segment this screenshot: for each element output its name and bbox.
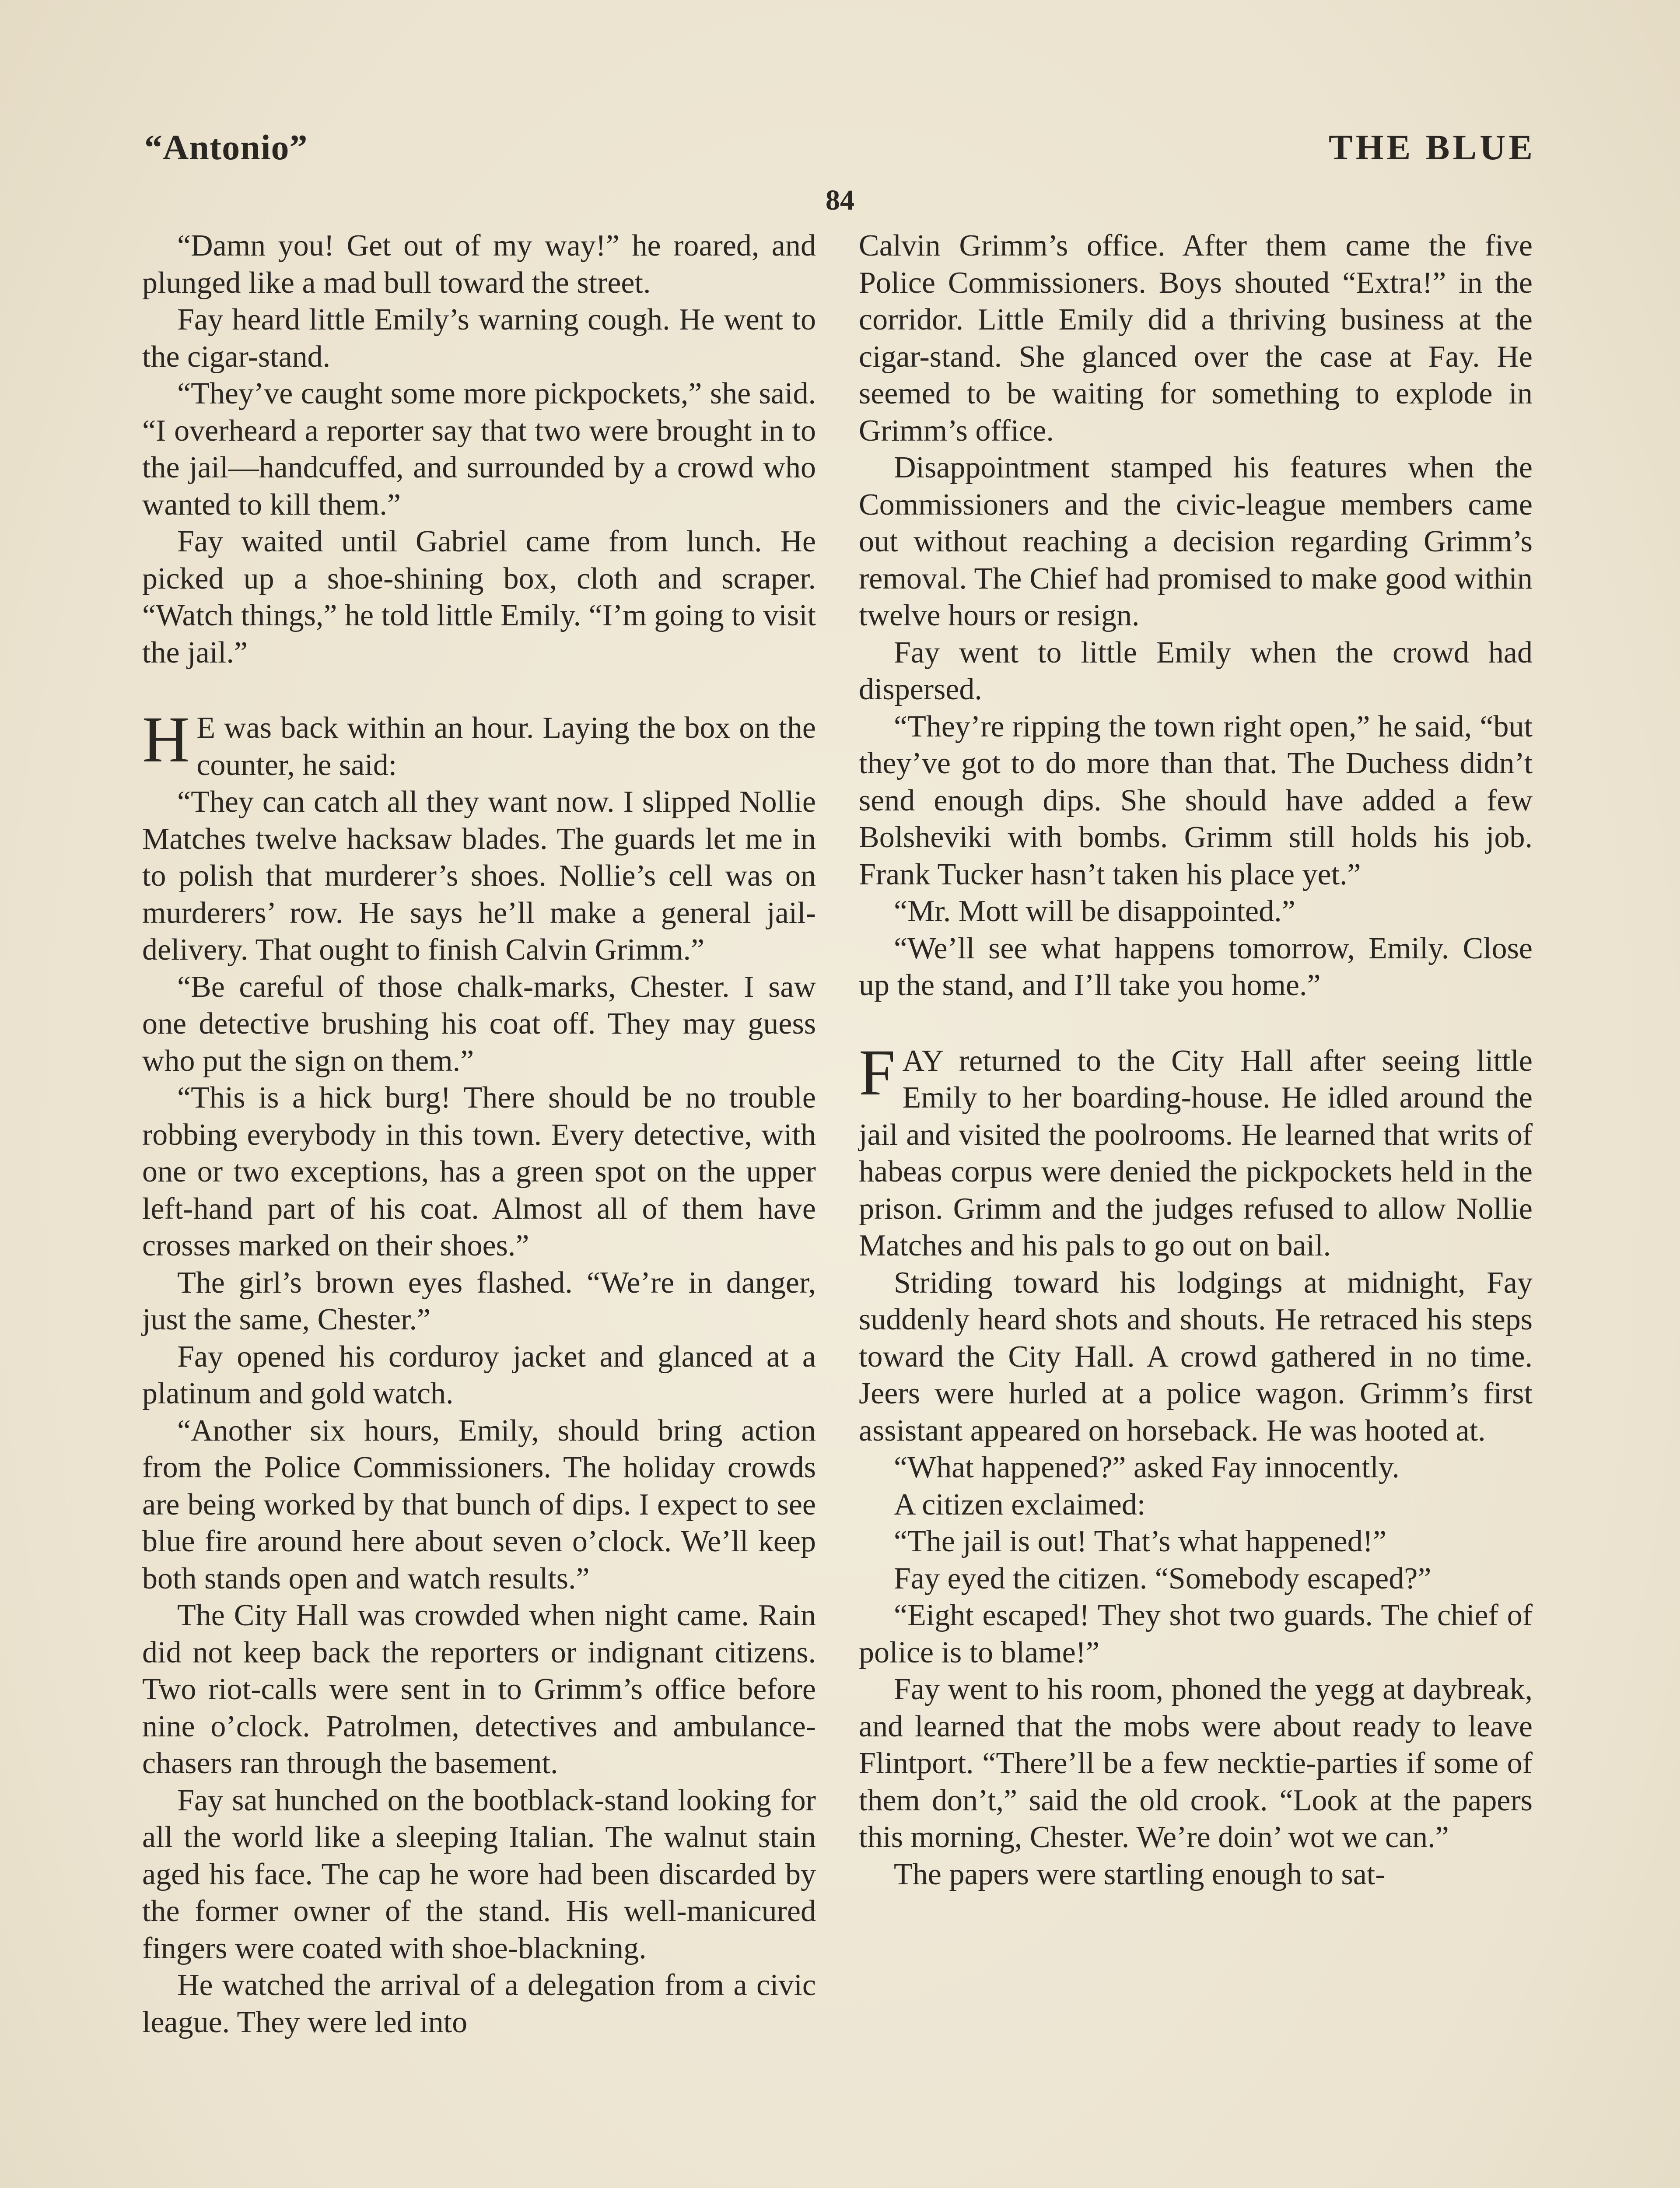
paragraph: FAY returned to the City Hall after seeing little Emily to her boarding-house. He idled around the jail and visited the poolrooms. He learned that writs of habeas corpus were denied the pickpockets held in the prison. Grimm and the judges refused to allow Nollie Matches and his pals to go out on bail.: [859, 1036, 1533, 1262]
paragraph: A citizen exclaimed:: [894, 1487, 1146, 1522]
running-head-magazine-title: THE BLUE: [1329, 127, 1536, 167]
paragraph: “Be careful of those chalk-marks, Chester. I saw one detective brushing his coat off. They may guess who put the sign on them.”: [142, 970, 816, 1078]
paragraph: HE was back within an hour. Laying the box on the counter, he said:: [142, 703, 816, 782]
paragraph: Fay opened his corduroy jacket and glanced at a platinum and gold watch.: [142, 1339, 816, 1410]
paragraph: The papers were startling enough to sat-: [894, 1857, 1386, 1891]
paragraph: Striding toward his lodgings at midnight, Fay suddenly heard shots and shouts. He retraced his steps toward the City Hall. A crowd gathered in no time. Jeers were hurled at a police wagon. Grimm’s first assistant appeared on horseback. He was hooted at.: [859, 1266, 1533, 1448]
paragraph: “Mr. Mott will be disappointed.”: [894, 894, 1295, 928]
paragraph: Disappointment stamped his features when the Commissioners and the civic-league members came out without reaching a decision regarding Grimm’s removal. The Chief had promised to make good within twelve hours or resign.: [859, 451, 1533, 632]
paragraph: “They can catch all they want now. I slipped Nollie Matches twelve hacksaw blades. The guards let me in to polish that murderer’s shoes. Nollie’s cell was on murderers’ row. He says he’ll make a general jail-delivery. That ought to finish Calvin Grimm.”: [142, 785, 816, 967]
paragraph: Fay eyed the citizen. “Somebody escaped?”: [894, 1561, 1432, 1595]
paragraph: Fay sat hunched on the bootblack-stand looking for all the world like a sleeping Italian. The walnut stain aged his face. The cap he wore had been discarded by the former owner of the stand. His well-manicured fingers were coated with shoe-blackning.: [142, 1783, 816, 1965]
paragraph: “What happened?” asked Fay innocently.: [894, 1451, 1400, 1484]
paragraph: Fay went to little Emily when the crowd had dispersed.: [859, 635, 1533, 706]
page-number: 84: [826, 184, 854, 216]
paragraph: “Eight escaped! They shot two guards. The chief of police is to blame!”: [859, 1599, 1533, 1669]
paragraph: Fay heard little Emily’s warning cough. He went to the cigar-stand.: [142, 303, 816, 374]
paragraph: “Damn you! Get out of my way!” he roared, and plunged like a mad bull toward the street.: [142, 229, 816, 300]
paragraph: “They’re ripping the town right open,” he said, “but they’ve got to do more than that. The Duchess didn’t send enough dips. She should have added a few Bolsheviki with bombs. Grimm still holds his job. Frank Tucker hasn’t taken his place yet.”: [859, 709, 1533, 891]
paragraph: “They’ve caught some more pickpockets,” she said. “I overheard a reporter say that two were brought in to the jail—handcuffed, and surrounded by a crowd who wanted to kill them.”: [142, 377, 816, 522]
paragraph: The City Hall was crowded when night came. Rain did not keep back the reporters or indignant citizens. Two riot-calls were sent in to Grimm’s office before nine o’clock. Patrolmen, detectives and ambulance-chasers ran through the basement.: [142, 1599, 816, 1780]
right-text-column: [859, 228, 1533, 1893]
paragraph: “The jail is out! That’s what happened!”: [894, 1525, 1387, 1558]
paragraph: “This is a hick burg! There should be no trouble robbing everybody in this town. Every detective, with one or two exceptions, has a green spot on the upper left-hand part of his coat. Almost all of them have crosses marked on their shoes.”: [142, 1081, 816, 1262]
paragraph: “We’ll see what happens tomorrow, Emily. Close up the stand, and I’ll take you home.”: [859, 931, 1533, 1002]
running-head-story-title: “Antonio”: [144, 127, 308, 167]
paragraph: The girl’s brown eyes flashed. “We’re in danger, just the same, Chester.”: [142, 1266, 816, 1336]
paragraph: Fay waited until Gabriel came from lunch. He picked up a shoe-shining box, cloth and scraper. “Watch things,” he told little Emily. “I’m going to visit the jail.”: [142, 525, 816, 670]
left-text-column: [142, 228, 816, 2041]
paragraph: He watched the arrival of a delegation from a civic league. They were led into: [142, 1968, 816, 2039]
paragraph: Fay went to his room, phoned the yegg at daybreak, and learned that the mobs were about ready to leave Flintport. “There’ll be a few necktie-parties if some of them don’t,” said the old crook. “Look at the papers this morning, Chester. We’re doin’ wot we can.”: [859, 1673, 1533, 1854]
paragraph: “Another six hours, Emily, should bring action from the Police Commissioners. The holiday crowds are being worked by that bunch of dips. I expect to see blue fire around here about seven o’clock. We’ll keep both stands open and watch results.”: [142, 1413, 816, 1595]
paragraph: Calvin Grimm’s office. After them came the five Police Commissioners. Boys shouted “Extra!” in the corridor. Little Emily did a thriving business at the cigar-stand. She glanced over the case at Fay. He seemed to be waiting for something to explode in Grimm’s office.: [859, 229, 1533, 448]
